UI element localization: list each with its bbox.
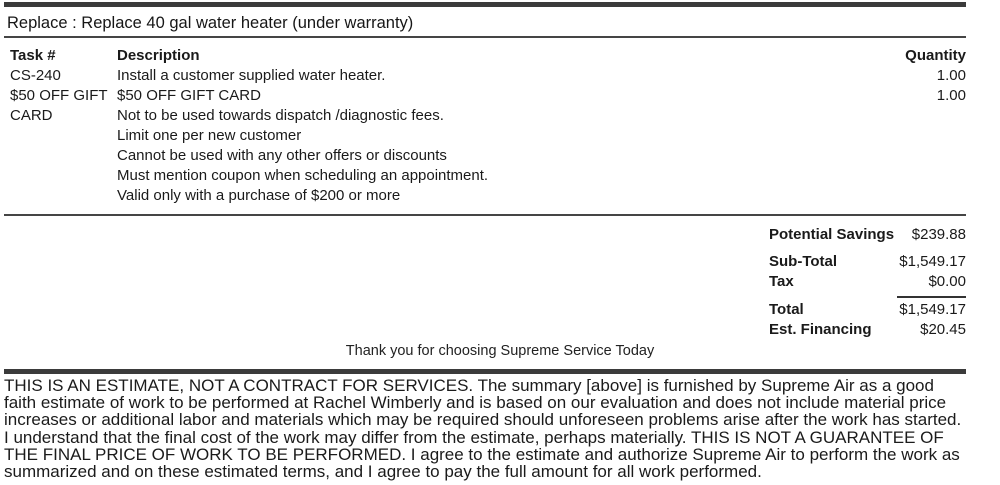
page-title: Replace : Replace 40 gal water heater (under warranty) (7, 14, 414, 32)
disclaimer-divider-bar (4, 369, 966, 374)
column-header-description: Description (117, 47, 200, 64)
description-line: Not to be used towards dispatch /diagnostic fees. (117, 107, 444, 124)
potential-savings-row (769, 225, 966, 245)
totals-block (769, 225, 966, 340)
description-line: Install a customer supplied water heater. (117, 67, 386, 84)
total-label: Total (769, 301, 804, 318)
task-table (10, 46, 966, 206)
title-underline-rule (4, 36, 966, 38)
description-line: Cannot be used with any other offers or discounts (117, 147, 447, 164)
description-line: Limit one per new customer (117, 127, 302, 144)
potential-savings-value: $239.88 (911, 226, 966, 243)
est-financing-value: $20.45 (920, 321, 966, 338)
total-value: $1,549.17 (899, 301, 966, 318)
tax-row (769, 272, 966, 292)
description-line: $50 OFF GIFT CARD (117, 87, 261, 104)
total-row (769, 300, 966, 320)
table-row (10, 86, 966, 206)
task-quantity: 1.00 (936, 67, 966, 84)
table-header-row (10, 46, 966, 66)
sub-total-label: Sub-Total (769, 253, 838, 270)
top-divider-bar (4, 2, 966, 7)
sub-total-value: $1,549.17 (899, 253, 966, 270)
description-line: Valid only with a purchase of $200 or more (117, 187, 401, 204)
table-row (10, 66, 966, 86)
description-line: Must mention coupon when scheduling an appointment. (117, 167, 489, 184)
thank-you-message: Thank you for choosing Supreme Service Today (345, 343, 655, 359)
task-quantity: 1.00 (936, 87, 966, 104)
column-header-quantity: Quantity (905, 47, 966, 64)
est-financing-row (769, 320, 966, 340)
tax-value: $0.00 (928, 273, 966, 290)
total-separator-rule (897, 296, 966, 298)
table-bottom-rule (4, 214, 966, 216)
column-header-task: Task # (10, 47, 56, 64)
tax-label: Tax (769, 273, 794, 290)
task-number: CS-240 (10, 67, 61, 84)
task-number: $50 OFF GIFT CARD (10, 87, 108, 124)
task-description (117, 86, 846, 206)
sub-total-row (769, 252, 966, 272)
estimate-document (0, 2, 1000, 485)
est-financing-label: Est. Financing (769, 321, 872, 338)
estimate-disclaimer-text: THIS IS AN ESTIMATE, NOT A CONTRACT FOR SERVICES. The summary [above] is furnished by Supreme Air as a good faith estimate of work to be performed at Rachel Wimberly and is based on our evaluation and does not include material price increases or additional labor and materials which may be required should unforeseen problems arise after the work has started. I understand that the final cost of the work may differ from the estimate, perhaps materially. THIS IS NOT A GUARANTEE OF THE FINAL PRICE OF WORK TO BE PERFORMED. I agree to the estimate and authorize Supreme Air to perform the work as summarized and on these estimated terms, and I agree to pay the full amount for all work performed. (4, 376, 962, 482)
task-description (117, 66, 846, 86)
potential-savings-label: Potential Savings (769, 226, 895, 243)
totals-spacer (769, 245, 966, 252)
